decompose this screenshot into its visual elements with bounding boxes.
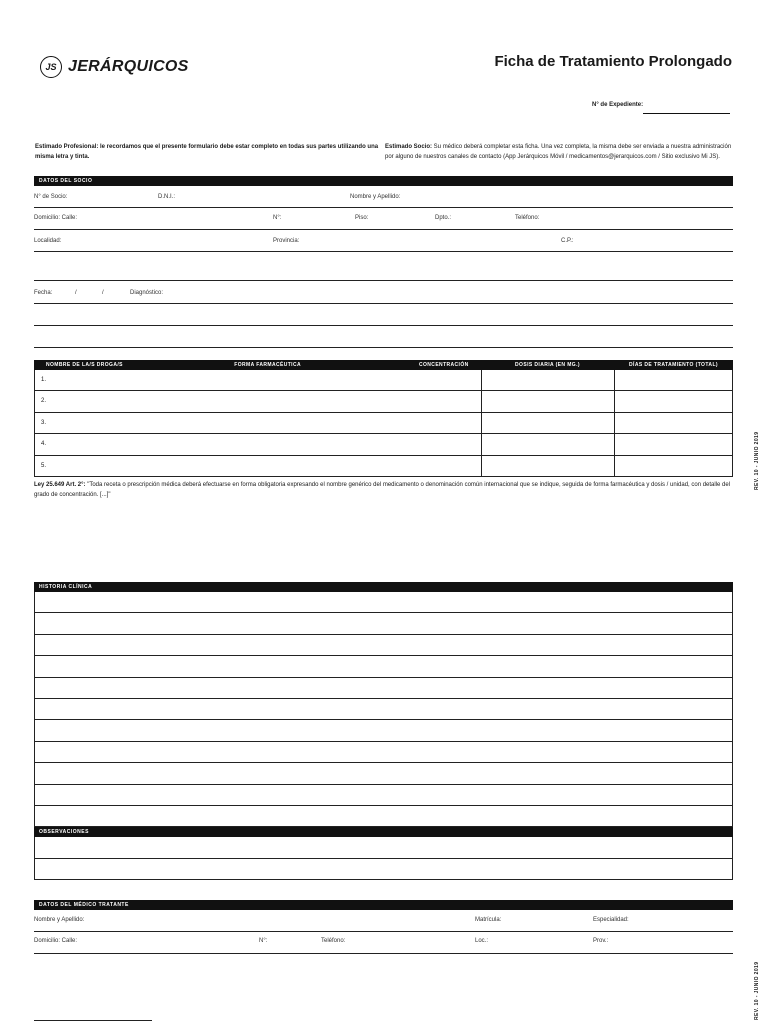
field-line-diag-3[interactable] <box>34 347 733 348</box>
note-socio-text: Su médico deberá completar esta ficha. Una vez completa, la misma debe ser enviada a nuestra administración por alguno de nuestros canales de contacto (App Jerárquicos Móvil / medicamentos@jerarquicos.com / Sitio exclusivo Mi JS). <box>385 144 732 160</box>
label-telefono-medico: Teléfono: <box>321 938 346 944</box>
label-nombre-socio: Nombre y Apellido: <box>350 194 401 200</box>
page-title: Ficha de Tratamiento Prolongado <box>494 53 732 70</box>
cell-dias[interactable] <box>614 391 733 411</box>
table-row[interactable] <box>34 413 733 434</box>
note-socio-bold: Estimado Socio: <box>385 144 433 150</box>
expediente-field[interactable] <box>643 113 730 114</box>
section-datos-socio: DATOS DEL SOCIO <box>34 176 733 186</box>
ley-text: "Toda receta o prescripción médica deberá efectuarse en forma obligatoria expresando el nombre genérico del medicamento o denominación común internacional que se indique, seguida de forma farmacéutica y dosis / unidad, con detalle del grado de concentración. [...]" <box>34 482 731 498</box>
signature-line[interactable] <box>34 1020 152 1021</box>
label-domicilio-socio: Domicilio: Calle: <box>34 215 78 221</box>
cell-dosis[interactable] <box>481 391 614 411</box>
field-line-medico-2[interactable] <box>34 953 733 954</box>
ley-bold: Ley 25.649 Art. 2°: <box>34 482 86 488</box>
field-line-socio-1[interactable] <box>34 207 733 208</box>
field-line-medico-1[interactable] <box>34 931 733 932</box>
section-historia-clinica: HISTORIA CLÍNICA <box>34 582 733 592</box>
expediente-label: N° de Expediente: <box>592 102 644 108</box>
cell-dosis[interactable] <box>481 370 614 390</box>
cell-dias[interactable] <box>614 434 733 454</box>
drug-table-header <box>34 360 733 370</box>
logo-text: JERÁRQUICOS <box>68 58 189 75</box>
historia-line[interactable] <box>34 699 733 720</box>
col-forma: FORMA FARMACÉUTICA <box>234 362 301 368</box>
historia-line[interactable] <box>34 763 733 784</box>
field-line-socio-3[interactable] <box>34 251 733 252</box>
label-nro-socio: N° de Socio: <box>34 194 68 200</box>
row-number: 1. <box>41 377 47 383</box>
fecha-slash-1: / <box>75 290 77 296</box>
label-fecha: Fecha: <box>34 290 53 296</box>
label-telefono-socio: Teléfono: <box>515 215 540 221</box>
cell-dias[interactable] <box>614 456 733 476</box>
historia-clinica-box <box>34 582 733 880</box>
historia-line[interactable] <box>34 613 733 634</box>
field-line-socio-2[interactable] <box>34 229 733 230</box>
label-loc: Loc.: <box>475 938 489 944</box>
observaciones-line[interactable] <box>34 837 733 858</box>
label-numero-socio: N°: <box>273 215 282 221</box>
historia-line[interactable] <box>34 635 733 656</box>
section-observaciones: OBSERVACIONES <box>34 827 733 837</box>
table-row[interactable] <box>34 391 733 412</box>
col-nombre-droga: NOMBRE DE LA/S DROGA/S <box>46 362 123 368</box>
historia-line[interactable] <box>34 785 733 806</box>
cell-dias[interactable] <box>614 370 733 390</box>
observaciones-line[interactable] <box>34 859 733 880</box>
label-piso: Piso: <box>355 215 369 221</box>
table-row[interactable] <box>34 370 733 391</box>
cell-dosis[interactable] <box>481 434 614 454</box>
note-profesional: Estimado Profesional: le recordamos que el presente formulario debe estar completo en todas sus partes utilizando una misma letra y tinta. <box>35 144 379 160</box>
revision-label-bottom: REV. 10 - JUNIO 2019 <box>754 961 760 1020</box>
historia-line[interactable] <box>34 720 733 741</box>
cell-dosis[interactable] <box>481 413 614 433</box>
col-dosis: DOSIS DIARIA (EN MG.) <box>515 362 580 368</box>
field-line-diag-1[interactable] <box>34 303 733 304</box>
table-row[interactable] <box>34 456 733 477</box>
cell-dias[interactable] <box>614 413 733 433</box>
cell-dosis[interactable] <box>481 456 614 476</box>
label-prov: Prov.: <box>593 938 609 944</box>
ley-note <box>34 480 734 500</box>
historia-line[interactable] <box>34 592 733 613</box>
label-nombre-medico: Nombre y Apellido: <box>34 917 85 923</box>
label-domicilio-medico: Domicilio: Calle: <box>34 938 78 944</box>
label-diagnostico: Diagnóstico: <box>130 290 164 296</box>
label-provincia: Provincia: <box>273 238 300 244</box>
field-line-diag-2[interactable] <box>34 325 733 326</box>
label-cp: C.P.: <box>561 238 574 244</box>
row-number: 4. <box>41 441 47 448</box>
historia-line[interactable] <box>34 742 733 763</box>
logo-mark: JS <box>40 56 62 78</box>
label-dpto: Dpto.: <box>435 215 452 221</box>
table-row[interactable] <box>34 434 733 455</box>
fecha-slash-2: / <box>102 290 104 296</box>
historia-line[interactable] <box>34 678 733 699</box>
logo <box>40 56 189 78</box>
historia-line[interactable] <box>34 806 733 827</box>
label-numero-medico: N°: <box>259 938 268 944</box>
revision-label-top: REV. 10 - JUNIO 2019 <box>754 431 760 490</box>
label-dni: D.N.I.: <box>158 194 176 200</box>
drug-table <box>34 360 733 477</box>
field-line-socio-4[interactable] <box>34 280 733 281</box>
label-localidad: Localidad: <box>34 238 62 244</box>
historia-line[interactable] <box>34 656 733 677</box>
row-number: 2. <box>41 398 47 405</box>
col-concentracion: CONCENTRACIÓN <box>419 362 469 368</box>
section-datos-medico: DATOS DEL MÉDICO TRATANTE <box>34 900 733 910</box>
label-especialidad: Especialidad: <box>593 917 629 923</box>
row-number: 5. <box>41 462 47 469</box>
label-matricula: Matrícula: <box>475 917 502 923</box>
note-socio <box>385 142 735 162</box>
col-dias: DÍAS DE TRATAMIENTO (TOTAL) <box>629 362 718 368</box>
row-number: 3. <box>41 419 47 426</box>
